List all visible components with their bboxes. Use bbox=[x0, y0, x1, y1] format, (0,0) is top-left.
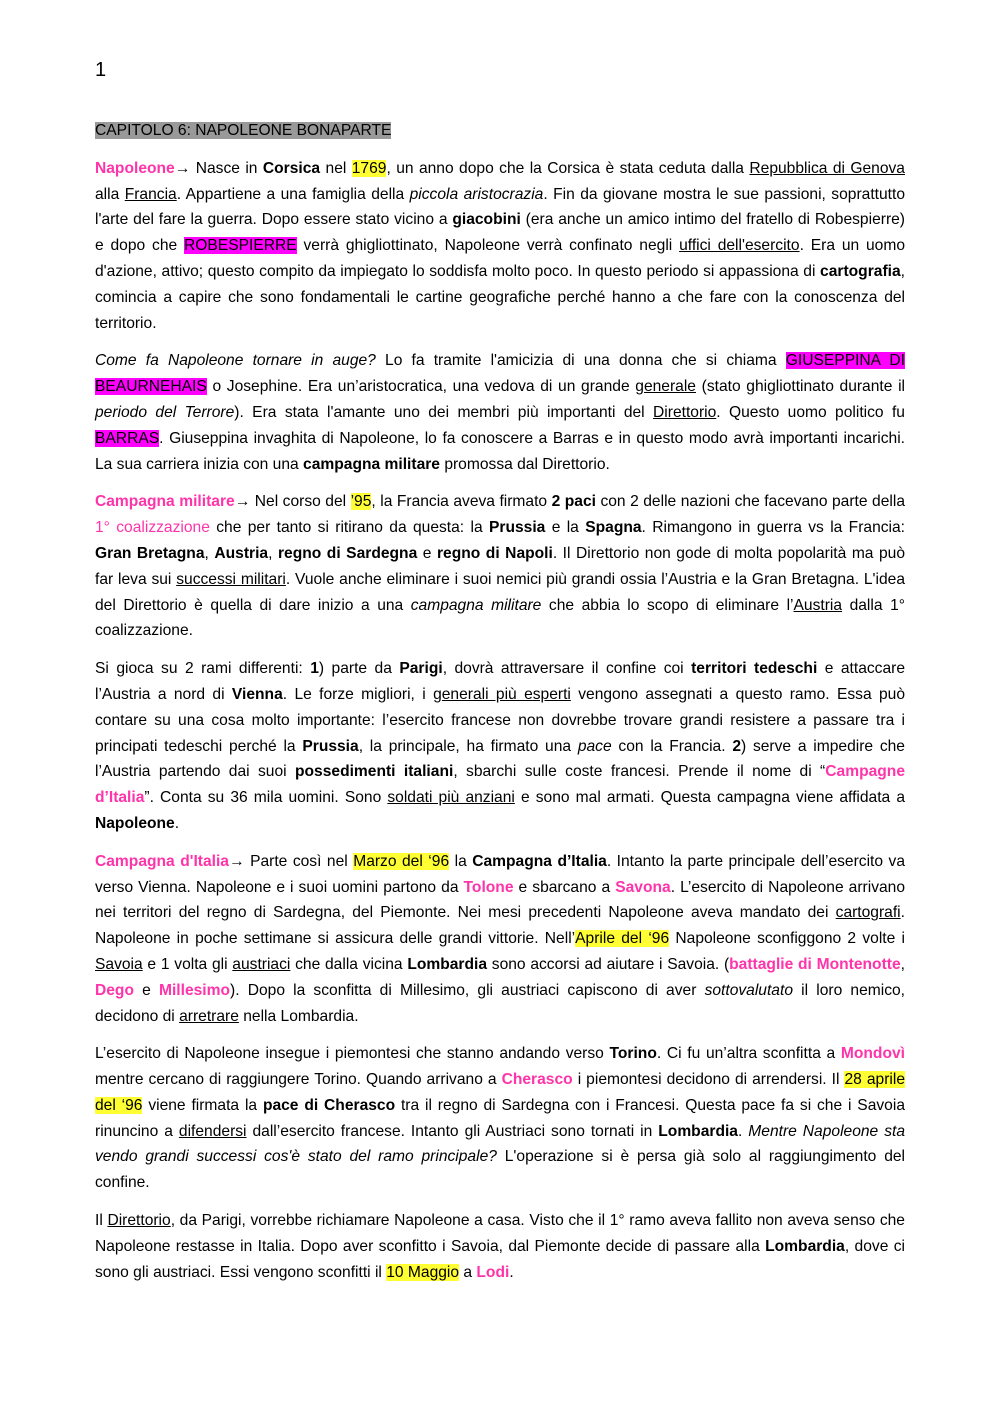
text-run-b: territori tedeschi bbox=[691, 660, 818, 678]
text-run-i: periodo del Terrore bbox=[95, 403, 235, 421]
text-run: dall’esercito francese. Intanto gli Austriaci sono tornati in bbox=[246, 1122, 659, 1140]
text-run: Si gioca su 2 rami differenti: bbox=[95, 660, 311, 678]
text-run: . Questo uomo politico fu bbox=[716, 403, 905, 421]
text-run-b: Campagna d’Italia bbox=[472, 852, 607, 870]
text-run: , la Francia aveva firmato bbox=[371, 493, 552, 511]
text-run: la bbox=[449, 852, 473, 870]
text-run: alla bbox=[95, 185, 125, 203]
text-run: (era anche un amico intimo del fratello di Robespierre) e dopo che bbox=[95, 211, 905, 255]
text-run: ). Era stata l'amante uno dei membri più importanti del bbox=[234, 403, 654, 421]
text-run-i: pace bbox=[577, 737, 612, 755]
text-run-b: Austria bbox=[214, 544, 269, 562]
text-run-u: successi militari bbox=[176, 570, 286, 588]
text-run-b: Prussia bbox=[302, 737, 359, 755]
text-run-b: Lombardia bbox=[658, 1122, 738, 1140]
text-run: . bbox=[737, 1122, 749, 1140]
text-run-u: soldati più anziani bbox=[387, 789, 515, 807]
text-run: mentre cercano di raggiungere Torino. Quando arrivano a bbox=[95, 1071, 502, 1089]
text-run: con 2 delle nazioni che facevano parte della bbox=[595, 493, 905, 511]
text-run: e sbarcano a bbox=[513, 878, 616, 896]
text-run: . Il Direttorio non gode di molta popolarità ma può far leva sui bbox=[95, 544, 906, 588]
chapter-heading bbox=[95, 118, 905, 144]
text-run: → Parte così nel bbox=[228, 852, 354, 870]
paragraph-lodi bbox=[95, 1208, 905, 1285]
paragraph-campagna-italia bbox=[95, 849, 905, 1030]
text-run: , bbox=[900, 955, 905, 973]
text-run: promossa dal Direttorio. bbox=[439, 455, 610, 473]
text-run: tra il regno di Sardegna con i Francesi. Questa pace fa si che i Savoia rinuncino a bbox=[95, 1096, 905, 1140]
text-run: viene firmata la bbox=[142, 1096, 263, 1114]
text-run-b: 2 paci bbox=[551, 493, 596, 511]
text-run: . Appartiene a una famiglia della bbox=[176, 185, 410, 203]
text-run: (stato ghigliottinato durante il bbox=[695, 378, 905, 396]
text-run-u: uffici dell'esercito bbox=[679, 237, 800, 255]
text-run-hl-y: 1769 bbox=[351, 159, 387, 177]
text-run-b: Parigi bbox=[399, 660, 443, 678]
text-run-i: campagna militare bbox=[410, 596, 542, 614]
text-run: sono accorsi ad aiutare i Savoia. ( bbox=[487, 955, 730, 973]
chapter-title: CAPITOLO 6: NAPOLEONE BONAPARTE bbox=[95, 122, 392, 139]
text-run: . Era un uomo d'azione, attivo; questo compito da impiegato lo soddisfa molto poco. In questo periodo si appassiona di bbox=[95, 237, 906, 280]
text-run-hl-y: 10 Maggio bbox=[386, 1263, 460, 1281]
text-run-u: austriaci bbox=[232, 955, 291, 973]
text-run: . Le forze migliori, i bbox=[282, 685, 434, 703]
paragraph-due-rami bbox=[95, 656, 905, 837]
paragraph-cherasco bbox=[95, 1041, 905, 1196]
text-run-pink: battaglie di Montenotte bbox=[729, 955, 901, 973]
text-run: , bbox=[204, 544, 215, 562]
text-run: e 1 volta gli bbox=[142, 955, 233, 973]
text-run: nella Lombardia. bbox=[238, 1007, 359, 1025]
text-run-pink: Campagna militare bbox=[95, 493, 235, 511]
paragraph-campagna-militare bbox=[95, 489, 905, 644]
text-run: ) parte da bbox=[318, 660, 400, 678]
text-run: e bbox=[133, 981, 159, 999]
text-run: il loro nemico, decidono di bbox=[95, 981, 905, 1025]
text-run-b: Gran Bretagna bbox=[95, 544, 205, 562]
text-run: . Rimangono in guerra vs la Francia: bbox=[641, 519, 906, 537]
paragraph-giuseppina bbox=[95, 348, 905, 477]
text-run-i: piccola aristocrazia bbox=[409, 185, 544, 203]
text-run: , bbox=[268, 544, 278, 562]
text-run: Napoleone sconfiggono 2 volte i bbox=[669, 930, 905, 948]
text-run-b: regno di Napoli bbox=[436, 544, 553, 562]
text-run: e sono mal armati. Questa campagna viene affidata a bbox=[514, 789, 905, 807]
text-run-u: Francia bbox=[124, 185, 177, 203]
text-run: L’esercito di Napoleone insegue i piemontesi che stanno andando verso bbox=[95, 1045, 610, 1063]
text-run-hl-m: BARRAS bbox=[95, 429, 160, 447]
text-run-b: possedimenti italiani bbox=[295, 763, 454, 781]
text-run-pink: Millesimo bbox=[158, 981, 231, 999]
text-run-u: generale bbox=[635, 378, 696, 396]
text-run-pink: Savona bbox=[615, 878, 671, 896]
text-run: nel bbox=[320, 159, 352, 177]
text-run-u: Savoia bbox=[95, 955, 143, 973]
text-run: e la bbox=[545, 519, 586, 537]
text-run: vengono assegnati a questo ramo. Essa può contare su una cosa molto importante: l’esercito francese non dovrebbe trovare grandi resistere a passare tra i principati tedeschi perché la bbox=[95, 685, 905, 755]
text-run-b: 2 bbox=[732, 737, 741, 755]
text-run-pink: Campagne d’Italia bbox=[95, 763, 905, 807]
text-run-pink: Campagna d'Italia bbox=[95, 852, 229, 870]
text-run-b: regno di Sardegna bbox=[277, 544, 418, 562]
text-run-b: Lombardia bbox=[407, 955, 488, 973]
text-run: → Nasce in bbox=[174, 159, 263, 177]
text-run-hl-m: ROBESPIERRE bbox=[184, 237, 297, 255]
text-run: , la principale, ha firmato una bbox=[358, 737, 578, 755]
text-run: ) serve a impedire che l’Austria partendo dai suoi bbox=[95, 737, 905, 781]
text-run: . Fin da giovane mostra le sue passioni, soprattutto l'arte del fare la guerra. Dopo essere stato vicino a bbox=[95, 185, 905, 229]
text-run-b: Vienna bbox=[231, 685, 283, 703]
text-run-b: 1 bbox=[310, 660, 319, 678]
text-run-u: cartografi bbox=[835, 904, 901, 922]
text-run: . Napoleone in poche settimane si assicura delle grandi vittorie. Nell’ bbox=[95, 904, 905, 948]
text-run-hl-y: 28 aprile del ‘96 bbox=[95, 1071, 905, 1114]
text-run-i: sottovalutato bbox=[704, 981, 793, 999]
text-run: . Giuseppina invaghita di Napoleone, lo fa conoscere a Barras e in questo modo avrà importanti incarichi. La sua carriera inizia con una bbox=[95, 429, 905, 473]
text-run-b: Lombardia bbox=[765, 1237, 845, 1255]
text-run: i piemontesi decidono di arrendersi. Il bbox=[572, 1071, 845, 1089]
text-run-pink: Cherasco bbox=[501, 1071, 573, 1089]
text-run: o Josephine. Era un’aristocratica, una vedova di un grande bbox=[206, 378, 636, 396]
text-run: , dovrà attraversare il confine coi bbox=[442, 660, 692, 678]
text-run-b: campagna militare bbox=[303, 455, 440, 473]
text-run-b: cartografia bbox=[820, 262, 901, 280]
text-run-u: generali più esperti bbox=[433, 685, 571, 703]
text-run-u: difendersi bbox=[178, 1122, 247, 1140]
text-run-pink: Dego bbox=[95, 981, 134, 999]
text-run: Lo fa tramite l'amicizia di una donna che si chiama bbox=[375, 352, 786, 370]
text-run-b: Napoleone bbox=[95, 814, 175, 832]
text-run-hl-y: Aprile del ‘96 bbox=[575, 930, 670, 948]
text-run: ”. Conta su 36 mila uomini. Sono bbox=[144, 789, 388, 807]
text-run: dalla 1° coalizzazione. bbox=[95, 596, 905, 640]
text-run-u: Direttorio bbox=[107, 1212, 171, 1230]
paragraph-napoleone bbox=[95, 156, 905, 337]
text-run: , comincia a capire che sono fondamentali le cartine geografiche perché hanno a che fare con la conoscenza del territorio. bbox=[95, 262, 905, 332]
text-run: . Vuole anche eliminare i suoi nemici più grandi ossia l’Austria e la Gran Bretagna. L'idea del Direttorio è quella di dare inizio a una bbox=[95, 570, 906, 614]
text-run-i: Come fa Napoleone tornare in auge? bbox=[95, 352, 376, 370]
text-run-pink-n: 1° coalizzazione bbox=[95, 519, 210, 537]
text-run: . L’esercito di Napoleone arrivano nei territori del regno di Sardegna, del Piemonte. Nei mesi precedenti Napoleone aveva mandato dei bbox=[95, 878, 906, 922]
text-run: e attaccare l’Austria a nord di bbox=[95, 660, 906, 703]
document-body bbox=[95, 118, 905, 1297]
text-run-i: Mentre Napoleone sta vendo grandi successi cos'è stato del ramo principale? bbox=[95, 1122, 906, 1166]
text-run-b: Corsica bbox=[262, 159, 321, 177]
text-run: Il bbox=[95, 1212, 108, 1230]
text-run: , da Parigi, vorrebbe richiamare Napoleone a casa. Visto che il 1° ramo aveva fallito non aveva senso che Napoleone restasse in Italia. Dopo aver sconfitto i Savoia, dal Piemonte decide di passare alla bbox=[95, 1212, 905, 1255]
text-run-b: Spagna bbox=[585, 519, 642, 537]
text-run: ). Dopo la sconfitta di Millesimo, gli austriaci capiscono di aver bbox=[230, 981, 705, 999]
text-run: . Intanto la parte principale dell’esercito va verso Vienna. Napoleone e i suoi uomini partono da bbox=[95, 852, 906, 896]
text-run-u: arretrare bbox=[179, 1007, 239, 1025]
text-run-b: Prussia bbox=[488, 519, 546, 537]
text-run-pink: Napoleone bbox=[95, 159, 175, 177]
text-run: , dove ci sono gli austriaci. Essi vengono sconfitti il bbox=[95, 1237, 906, 1281]
text-run: verrà ghigliottinato, Napoleone verrà confinato negli bbox=[296, 237, 680, 255]
text-run-b: giacobini bbox=[452, 211, 521, 229]
page-number: 1 bbox=[95, 59, 107, 81]
text-run: e bbox=[417, 544, 437, 562]
text-run: che abbia lo scopo di eliminare l’ bbox=[541, 596, 794, 614]
text-run: , un anno dopo che la Corsica è stata ceduta dalla bbox=[386, 159, 750, 177]
text-run: che per tanto si ritirano da questa: la bbox=[209, 519, 489, 537]
text-run-u: Direttorio bbox=[653, 403, 717, 421]
text-run: a bbox=[459, 1263, 477, 1281]
text-run: con la Francia. bbox=[611, 737, 733, 755]
text-run-u: Repubblica di Genova bbox=[749, 159, 905, 177]
text-run-pink: Mondovì bbox=[840, 1045, 905, 1063]
text-run-pink: Tolone bbox=[463, 878, 514, 896]
text-run-hl-y: ’95 bbox=[350, 493, 372, 511]
text-run-hl-y: Marzo del ‘96 bbox=[353, 852, 450, 870]
text-run: , sbarchi sulle coste francesi. Prende il nome di “ bbox=[453, 763, 826, 781]
text-run: → Nel corso del bbox=[234, 493, 351, 511]
text-run-b: Torino bbox=[609, 1045, 657, 1063]
text-run-pink: Lodi bbox=[476, 1263, 510, 1281]
text-run-b: pace di Cherasco bbox=[262, 1096, 396, 1114]
text-run-hl-m: GIUSEPPINA DI BEAURNEHAIS bbox=[95, 352, 905, 396]
text-run: . Ci fu un’altra sconfitta a bbox=[656, 1045, 841, 1063]
text-run: . bbox=[174, 814, 180, 832]
text-run: L'operazione si è persa già solo al raggiungimento del confine. bbox=[95, 1148, 905, 1192]
text-run: che dalla vicina bbox=[290, 955, 408, 973]
text-run-u: Austria bbox=[793, 596, 843, 614]
text-run: . bbox=[509, 1263, 514, 1281]
